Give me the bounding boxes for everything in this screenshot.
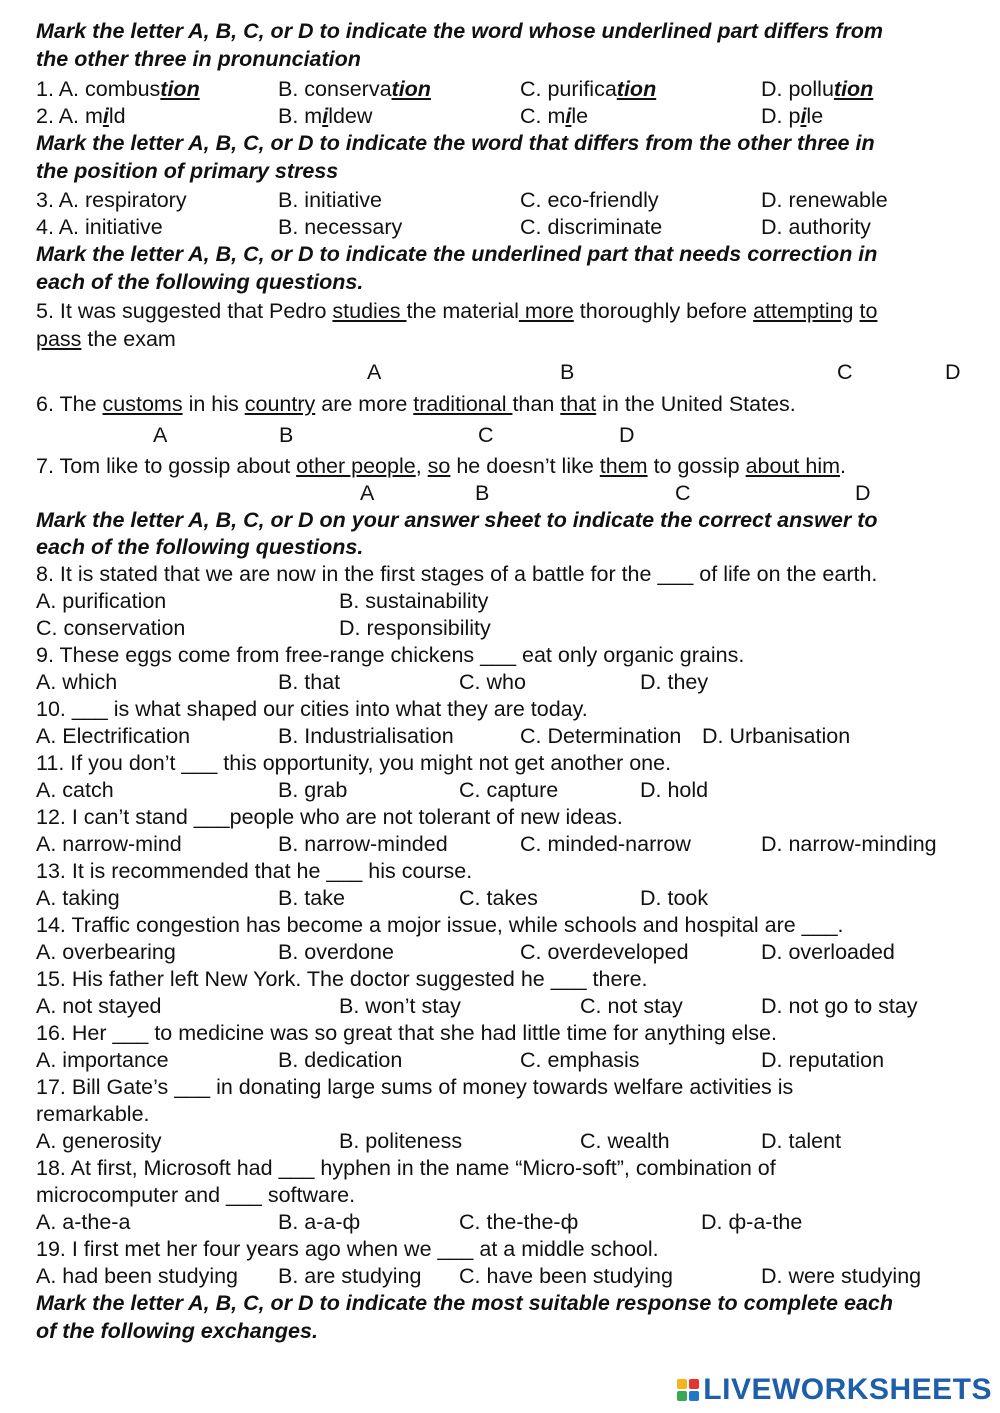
- q3-option-a[interactable]: 3. A. respiratory: [36, 188, 187, 212]
- question-16-stem: 16. Her ___ to medicine was so great that she had little time for anything else.: [36, 1021, 777, 1045]
- q6-label-d: D: [619, 423, 635, 447]
- q13-option-c[interactable]: C. takes: [459, 886, 538, 910]
- question-15-stem: 15. His father left New York. The doctor suggested he ___ there.: [36, 967, 648, 991]
- question-9-stem: 9. These eggs come from free-range chickens ___ eat only organic grains.: [36, 643, 745, 667]
- q8-option-a[interactable]: A. purification: [36, 589, 167, 613]
- q11-option-a[interactable]: A. catch: [36, 778, 114, 802]
- q6-part-d[interactable]: that: [560, 392, 597, 416]
- q1-option-b[interactable]: [278, 76, 431, 103]
- q2-option-c[interactable]: [520, 103, 588, 130]
- q1-b-text: B. conserva: [278, 77, 392, 101]
- q4-option-b[interactable]: B. necessary: [278, 215, 403, 239]
- question-11-stem: 11. If you don’t ___ this opportunity, you might not get another one.: [36, 751, 672, 775]
- question-7: [36, 453, 846, 480]
- q13-option-a[interactable]: A. taking: [36, 886, 120, 910]
- q19-option-b[interactable]: B. are studying: [278, 1264, 422, 1288]
- q5-text-2: the material: [406, 299, 519, 323]
- q18-option-a[interactable]: A. a-the-a: [36, 1210, 131, 1234]
- q2-b-underlined: i: [322, 104, 329, 128]
- q5-text-5: the exam: [81, 327, 176, 351]
- q14-option-c[interactable]: C. overdeveloped: [520, 940, 689, 964]
- q1-option-a[interactable]: [36, 76, 200, 103]
- question-13-stem: 13. It is recommended that he ___ his course.: [36, 859, 473, 883]
- question-12-stem: 12. I can’t stand ___people who are not tolerant of new ideas.: [36, 805, 623, 829]
- q1-d-underlined: tion: [833, 77, 874, 101]
- q18-option-c[interactable]: C. the-the-ф: [459, 1210, 579, 1234]
- question-10-stem: 10. ___ is what shaped our cities into what they are today.: [36, 697, 588, 721]
- q5-text-1: 5. It was suggested that Pedro: [36, 299, 333, 323]
- q3-option-d[interactable]: D. renewable: [761, 188, 888, 212]
- q5-part-d-cont[interactable]: pass: [36, 327, 82, 351]
- q1-c-text: C. purifica: [520, 77, 617, 101]
- q7-label-c: C: [675, 481, 691, 505]
- q17-option-a[interactable]: A. generosity: [36, 1129, 162, 1153]
- q3-option-b[interactable]: B. initiative: [278, 188, 382, 212]
- question-17-stem: 17. Bill Gate’s ___ in donating large sums of money towards welfare activities is: [36, 1075, 794, 1099]
- section-heading-pronunciation-cont: the other three in pronunciation: [36, 47, 361, 71]
- q11-option-b[interactable]: B. grab: [278, 778, 348, 802]
- q10-option-c[interactable]: C. Determination: [520, 724, 682, 748]
- question-5-line-2: [36, 326, 176, 353]
- q1-a-text: 1. A. combus: [36, 77, 161, 101]
- q12-option-c[interactable]: C. minded-narrow: [520, 832, 691, 856]
- q17-option-c[interactable]: C. wealth: [580, 1129, 670, 1153]
- q2-d-underlined: i: [800, 104, 807, 128]
- q7-text-5: .: [840, 454, 846, 478]
- q6-label-c: C: [478, 423, 494, 447]
- q8-option-b[interactable]: B. sustainability: [339, 589, 489, 613]
- q18-option-b[interactable]: B. a-a-ф: [278, 1210, 361, 1234]
- q19-option-d[interactable]: D. were studying: [761, 1264, 922, 1288]
- q11-option-c[interactable]: C. capture: [459, 778, 559, 802]
- q4-option-a[interactable]: 4. A. initiative: [36, 215, 163, 239]
- q12-option-d[interactable]: D. narrow-minding: [761, 832, 937, 856]
- q7-part-c[interactable]: them: [599, 454, 648, 478]
- q2-b-text: B. m: [278, 104, 323, 128]
- q7-text-4: to gossip: [647, 454, 746, 478]
- q4-option-c[interactable]: C. discriminate: [520, 215, 663, 239]
- q8-option-d[interactable]: D. responsibility: [339, 616, 491, 640]
- q9-option-d[interactable]: D. they: [640, 670, 709, 694]
- q10-option-a[interactable]: A. Electrification: [36, 724, 191, 748]
- q2-d-text: D. p: [761, 104, 801, 128]
- q5-part-b[interactable]: more: [518, 299, 574, 323]
- section-heading-exchanges-cont: of the following exchanges.: [36, 1319, 318, 1343]
- q5-label-c: C: [837, 360, 853, 384]
- logo-mark-icon: [677, 1379, 699, 1401]
- q2-a-underlined: i: [102, 104, 109, 128]
- question-5: [36, 298, 877, 325]
- q2-option-b[interactable]: [278, 103, 372, 130]
- q2-c-underlined: i: [565, 104, 572, 128]
- q15-option-d[interactable]: D. not go to stay: [761, 994, 918, 1018]
- q5-part-a[interactable]: studies: [332, 299, 407, 323]
- q6-part-b[interactable]: country: [244, 392, 316, 416]
- q10-option-b[interactable]: B. Industrialisation: [278, 724, 454, 748]
- q2-option-d[interactable]: [761, 103, 823, 130]
- q7-label-d: D: [855, 481, 871, 505]
- q18-option-d[interactable]: D. ф-a-the: [701, 1210, 803, 1234]
- q2-d-rest: le: [806, 104, 824, 128]
- q1-b-underlined: tion: [391, 77, 431, 101]
- q16-option-a[interactable]: A. importance: [36, 1048, 169, 1072]
- q13-option-b[interactable]: B. take: [278, 886, 345, 910]
- q16-option-b[interactable]: B. dedication: [278, 1048, 403, 1072]
- q14-option-b[interactable]: B. overdone: [278, 940, 394, 964]
- q1-c-underlined: tion: [616, 77, 657, 101]
- question-17-stem-cont: remarkable.: [36, 1102, 150, 1126]
- q6-text-2: in his: [182, 392, 245, 416]
- section-heading-correct-answer: Mark the letter A, B, C, or D on your answer sheet to indicate the correct answer to: [36, 508, 878, 532]
- q5-label-d: D: [945, 360, 961, 384]
- question-19-stem: 19. I first met her four years ago when we ___ at a middle school.: [36, 1237, 659, 1261]
- q7-part-a[interactable]: other people: [296, 454, 416, 478]
- q17-option-d[interactable]: D. talent: [761, 1129, 842, 1153]
- q15-option-a[interactable]: A. not stayed: [36, 994, 162, 1018]
- question-18-stem: 18. At first, Microsoft had ___ hyphen in the name “Micro-soft”, combination of: [36, 1156, 776, 1180]
- section-heading-correction-cont: each of the following questions.: [36, 270, 364, 294]
- question-8-stem: 8. It is stated that we are now in the first stages of a battle for the ___ of life on the earth.: [36, 562, 878, 586]
- q6-text-4: than: [512, 392, 561, 416]
- q10-option-d[interactable]: D. Urbanisation: [702, 724, 851, 748]
- q16-option-d[interactable]: D. reputation: [761, 1048, 885, 1072]
- q14-option-a[interactable]: A. overbearing: [36, 940, 176, 964]
- q6-text-3: are more: [315, 392, 414, 416]
- section-heading-correction: Mark the letter A, B, C, or D to indicate the underlined part that needs correction in: [36, 242, 878, 266]
- q2-a-text: 2. A. m: [36, 104, 103, 128]
- q1-option-c[interactable]: [520, 76, 656, 103]
- q7-label-b: B: [475, 481, 490, 505]
- q17-option-b[interactable]: B. politeness: [339, 1129, 463, 1153]
- q8-option-c[interactable]: C. conservation: [36, 616, 186, 640]
- q16-option-c[interactable]: C. emphasis: [520, 1048, 640, 1072]
- section-heading-stress: Mark the letter A, B, C, or D to indicate the word that differs from the other three in: [36, 131, 875, 155]
- q6-text-5: in the United States.: [596, 392, 796, 416]
- q13-option-d[interactable]: D. took: [640, 886, 709, 910]
- q5-part-d[interactable]: to: [859, 299, 878, 323]
- q1-d-text: D. pollu: [761, 77, 834, 101]
- q7-text-3: he doesn’t like: [450, 454, 600, 478]
- q14-option-d[interactable]: D. overloaded: [761, 940, 895, 964]
- q6-text-1: 6. The: [36, 392, 103, 416]
- q15-option-c[interactable]: C. not stay: [580, 994, 683, 1018]
- q7-part-b[interactable]: so: [427, 454, 451, 478]
- q15-option-b[interactable]: B. won’t stay: [339, 994, 461, 1018]
- q19-option-c[interactable]: C. have been studying: [459, 1264, 673, 1288]
- section-heading-correct-answer-cont: each of the following questions.: [36, 535, 364, 559]
- q6-label-b: B: [279, 423, 294, 447]
- question-14-stem: 14. Traffic congestion has become a mojor issue, while schools and hospital are ___.: [36, 913, 844, 937]
- q6-part-a[interactable]: customs: [102, 392, 183, 416]
- q19-option-a[interactable]: A. had been studying: [36, 1264, 239, 1288]
- q6-part-c[interactable]: traditional: [413, 392, 513, 416]
- q11-option-d[interactable]: D. hold: [640, 778, 709, 802]
- q7-text-2: ,: [415, 454, 428, 478]
- q5-part-c[interactable]: attempting: [753, 299, 854, 323]
- section-heading-stress-cont: the position of primary stress: [36, 159, 339, 183]
- section-heading-pronunciation: Mark the letter A, B, C, or D to indicate the word whose underlined part differs from: [36, 19, 883, 43]
- q12-option-b[interactable]: B. narrow-minded: [278, 832, 448, 856]
- q2-c-text: C. m: [520, 104, 566, 128]
- q2-option-a[interactable]: [36, 103, 126, 130]
- liveworksheets-logo[interactable]: [677, 1373, 992, 1407]
- q2-b-rest: ldew: [328, 104, 373, 128]
- q3-option-c[interactable]: C. eco-friendly: [520, 188, 659, 212]
- q7-part-d[interactable]: about him: [745, 454, 841, 478]
- q7-label-a: A: [360, 481, 375, 505]
- q9-option-a[interactable]: A. which: [36, 670, 118, 694]
- logo-text: LIVEWORKSHEETS: [703, 1373, 992, 1406]
- q5-label-b: B: [560, 360, 575, 384]
- q5-text-3: thoroughly before: [573, 299, 754, 323]
- q1-a-underlined: tion: [160, 77, 200, 101]
- q7-text-1: 7. Tom like to gossip about: [36, 454, 297, 478]
- question-18-stem-cont: microcomputer and ___ software.: [36, 1183, 356, 1207]
- q1-option-d[interactable]: [761, 76, 873, 103]
- q9-option-b[interactable]: B. that: [278, 670, 341, 694]
- q12-option-a[interactable]: A. narrow-mind: [36, 832, 182, 856]
- q2-a-rest: ld: [108, 104, 126, 128]
- q5-label-a: A: [367, 360, 382, 384]
- q6-label-a: A: [153, 423, 168, 447]
- question-6: [36, 391, 796, 418]
- q2-c-rest: le: [571, 104, 589, 128]
- q9-option-c[interactable]: C. who: [459, 670, 526, 694]
- q4-option-d[interactable]: D. authority: [761, 215, 871, 239]
- section-heading-exchanges: Mark the letter A, B, C, or D to indicate the most suitable response to complete each: [36, 1291, 893, 1315]
